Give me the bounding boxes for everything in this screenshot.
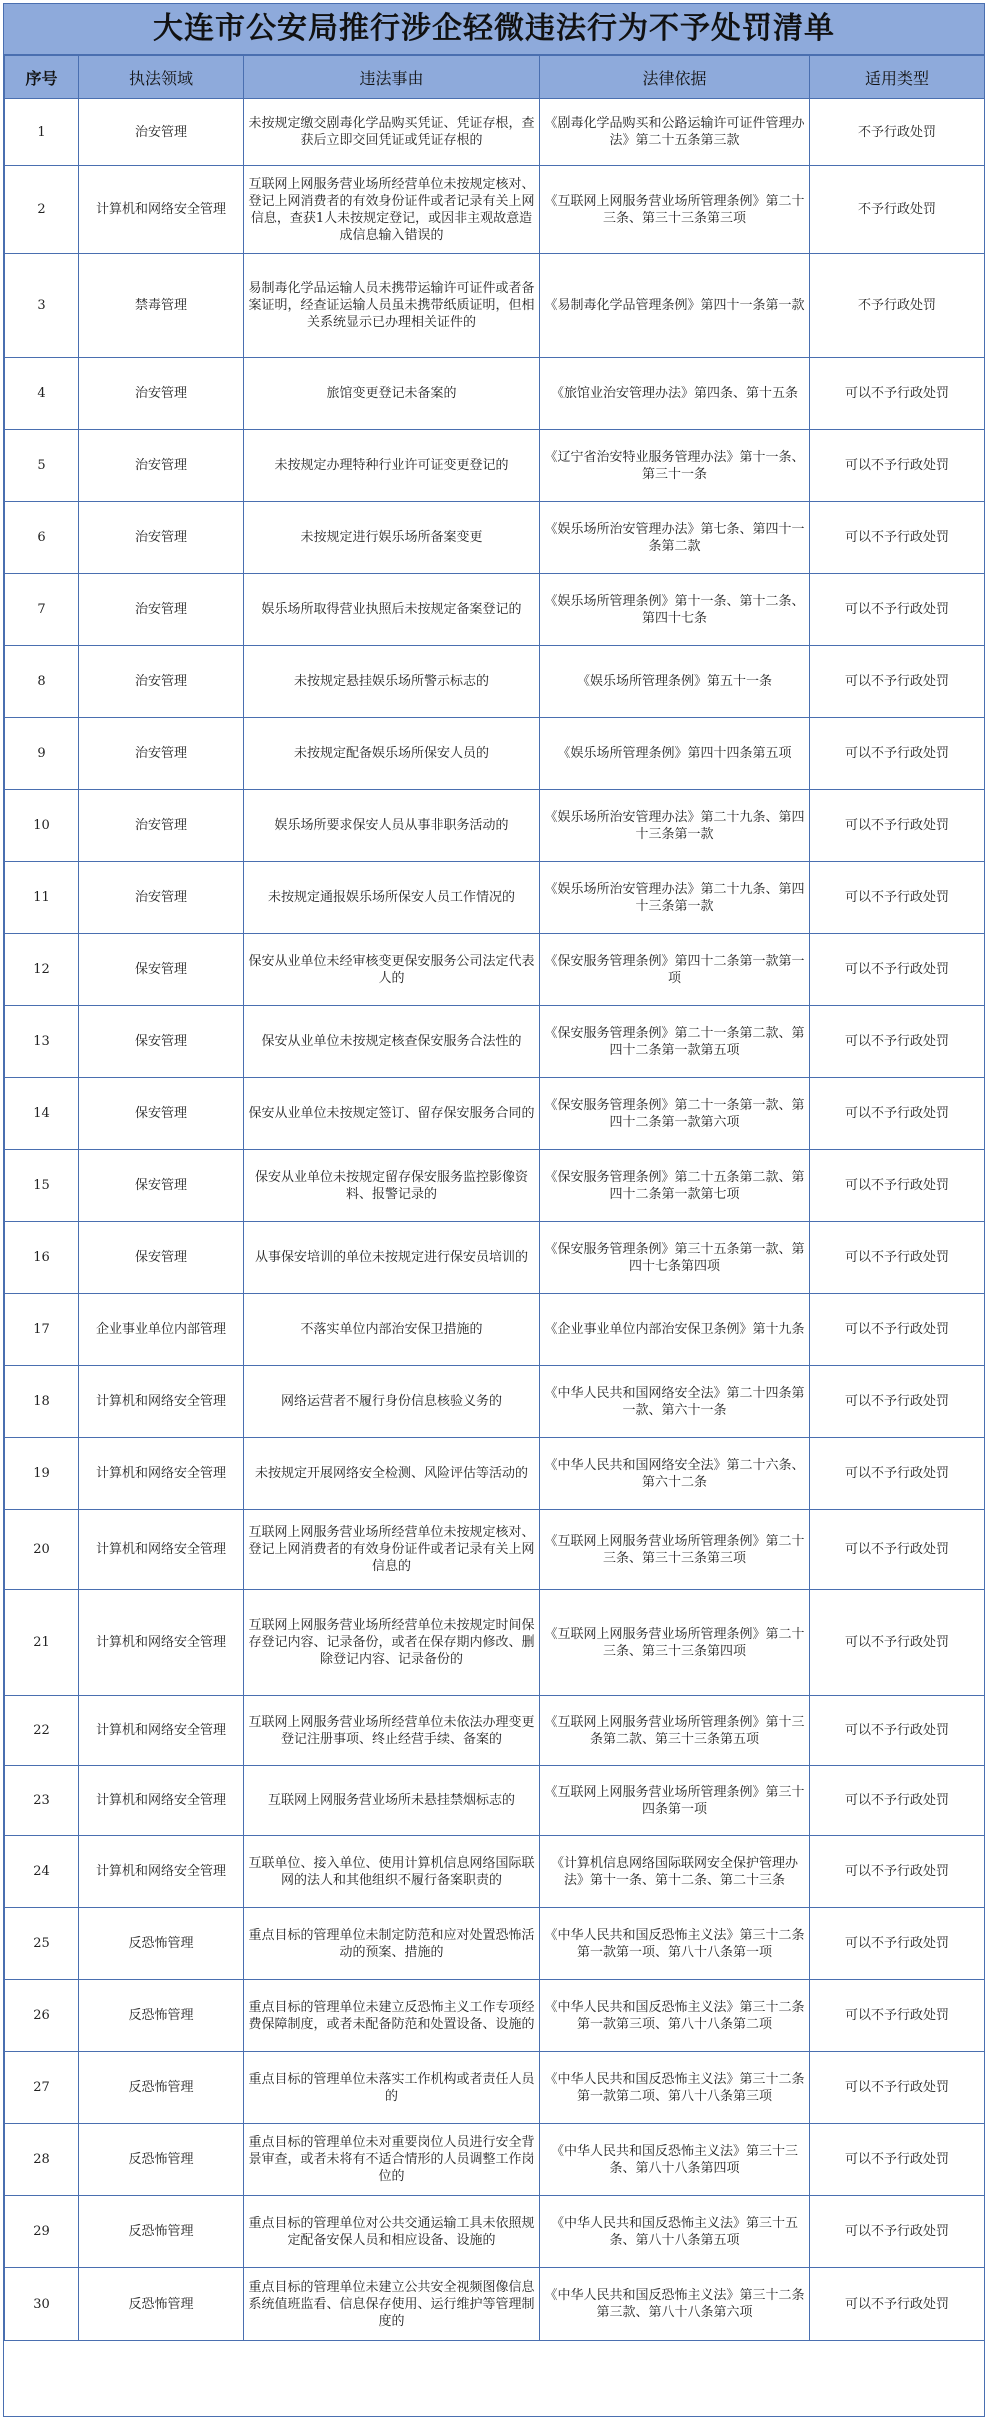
row-field: 治安管理 — [79, 646, 244, 718]
row-reason: 网络运营者不履行身份信息核验义务的 — [244, 1366, 540, 1438]
table-row — [5, 1150, 985, 1222]
row-basis: 《保安服务管理条例》第二十五条第二款、第四十二条第一款第七项 — [540, 1150, 810, 1222]
table-row — [5, 2196, 985, 2268]
row-type: 可以不予行政处罚 — [810, 862, 985, 934]
row-no: 29 — [5, 2196, 79, 2268]
table-row — [5, 718, 985, 790]
table-row — [5, 430, 985, 502]
row-no: 9 — [5, 718, 79, 790]
row-no: 12 — [5, 934, 79, 1006]
row-no: 21 — [5, 1590, 79, 1696]
row-type: 可以不予行政处罚 — [810, 1908, 985, 1980]
row-type: 可以不予行政处罚 — [810, 1150, 985, 1222]
row-no: 28 — [5, 2124, 79, 2196]
row-type: 不予行政处罚 — [810, 99, 985, 166]
row-field: 治安管理 — [79, 358, 244, 430]
row-no: 16 — [5, 1222, 79, 1294]
row-field: 计算机和网络安全管理 — [79, 1696, 244, 1766]
table-row — [5, 2268, 985, 2341]
header-type: 适用类型 — [810, 56, 985, 99]
row-reason: 不落实单位内部治安保卫措施的 — [244, 1294, 540, 1366]
penalty-list-table — [4, 55, 985, 2341]
row-field: 计算机和网络安全管理 — [79, 1836, 244, 1908]
page-title: 大连市公安局推行涉企轻微违法行为不予处罚清单 — [4, 4, 984, 55]
row-reason: 互联单位、接入单位、使用计算机信息网络国际联网的法人和其他组织不履行备案职责的 — [244, 1836, 540, 1908]
table-row — [5, 1366, 985, 1438]
document-frame — [3, 3, 985, 2417]
row-field: 反恐怖管理 — [79, 2052, 244, 2124]
row-reason: 重点目标的管理单位未建立公共安全视频图像信息系统值班监看、信息保存使用、运行维护等管理制度的 — [244, 2268, 540, 2341]
row-field: 企业事业单位内部管理 — [79, 1294, 244, 1366]
row-reason: 保安从业单位未按规定签订、留存保安服务合同的 — [244, 1078, 540, 1150]
row-basis: 《娱乐场所管理条例》第五十一条 — [540, 646, 810, 718]
row-no: 20 — [5, 1510, 79, 1590]
row-basis: 《辽宁省治安特业服务管理办法》第十一条、第三十一条 — [540, 430, 810, 502]
row-basis: 《互联网上网服务营业场所管理条例》第三十四条第一项 — [540, 1766, 810, 1836]
row-type: 可以不予行政处罚 — [810, 934, 985, 1006]
header-no: 序号 — [5, 56, 79, 99]
row-reason: 未按规定开展网络安全检测、风险评估等活动的 — [244, 1438, 540, 1510]
row-no: 13 — [5, 1006, 79, 1078]
table-row — [5, 1438, 985, 1510]
row-reason: 易制毒化学品运输人员未携带运输许可证件或者备案证明，经查证运输人员虽未携带纸质证明，但相关系统显示已办理相关证件的 — [244, 254, 540, 358]
row-basis: 《娱乐场所治安管理办法》第二十九条、第四十三条第一款 — [540, 790, 810, 862]
row-type: 可以不予行政处罚 — [810, 1078, 985, 1150]
row-type: 可以不予行政处罚 — [810, 574, 985, 646]
row-reason: 重点目标的管理单位未建立反恐怖主义工作专项经费保障制度，或者未配备防范和处置设备、设施的 — [244, 1980, 540, 2052]
row-reason: 未按规定缴交剧毒化学品购买凭证、凭证存根，查获后立即交回凭证或凭证存根的 — [244, 99, 540, 166]
row-type: 可以不予行政处罚 — [810, 1366, 985, 1438]
table-row — [5, 1510, 985, 1590]
row-basis: 《中华人民共和国反恐怖主义法》第三十二条第一款第二项、第八十八条第三项 — [540, 2052, 810, 2124]
row-no: 23 — [5, 1766, 79, 1836]
row-field: 计算机和网络安全管理 — [79, 1366, 244, 1438]
header-reason: 违法事由 — [244, 56, 540, 99]
row-no: 4 — [5, 358, 79, 430]
row-reason: 旅馆变更登记未备案的 — [244, 358, 540, 430]
row-field: 反恐怖管理 — [79, 2268, 244, 2341]
row-field: 保安管理 — [79, 1078, 244, 1150]
table-row — [5, 2052, 985, 2124]
row-basis: 《中华人民共和国反恐怖主义法》第三十二条第一款第三项、第八十八条第二项 — [540, 1980, 810, 2052]
row-reason: 未按规定通报娱乐场所保安人员工作情况的 — [244, 862, 540, 934]
row-type: 可以不予行政处罚 — [810, 1590, 985, 1696]
row-field: 治安管理 — [79, 862, 244, 934]
row-type: 不予行政处罚 — [810, 166, 985, 254]
row-reason: 互联网上网服务营业场所经营单位未按规定核对、登记上网消费者的有效身份证件或者记录有关上网信息的 — [244, 1510, 540, 1590]
row-no: 1 — [5, 99, 79, 166]
row-type: 可以不予行政处罚 — [810, 1980, 985, 2052]
table-row — [5, 1078, 985, 1150]
row-reason: 保安从业单位未经审核变更保安服务公司法定代表人的 — [244, 934, 540, 1006]
row-type: 可以不予行政处罚 — [810, 1222, 985, 1294]
row-basis: 《剧毒化学品购买和公路运输许可证件管理办法》第二十五条第三款 — [540, 99, 810, 166]
row-basis: 《娱乐场所管理条例》第四十四条第五项 — [540, 718, 810, 790]
row-field: 反恐怖管理 — [79, 2196, 244, 2268]
row-field: 保安管理 — [79, 1222, 244, 1294]
header-field: 执法领域 — [79, 56, 244, 99]
row-type: 可以不予行政处罚 — [810, 2052, 985, 2124]
row-basis: 《保安服务管理条例》第三十五条第一款、第四十七条第四项 — [540, 1222, 810, 1294]
row-reason: 未按规定进行娱乐场所备案变更 — [244, 502, 540, 574]
row-type: 可以不予行政处罚 — [810, 1766, 985, 1836]
row-field: 治安管理 — [79, 574, 244, 646]
table-row — [5, 1696, 985, 1766]
table-row — [5, 166, 985, 254]
row-reason: 从事保安培训的单位未按规定进行保安员培训的 — [244, 1222, 540, 1294]
row-basis: 《中华人民共和国反恐怖主义法》第三十二条第三款、第八十八条第六项 — [540, 2268, 810, 2341]
row-field: 计算机和网络安全管理 — [79, 1766, 244, 1836]
row-reason: 重点目标的管理单位未制定防范和应对处置恐怖活动的预案、措施的 — [244, 1908, 540, 1980]
row-field: 计算机和网络安全管理 — [79, 166, 244, 254]
row-basis: 《易制毒化学品管理条例》第四十一条第一款 — [540, 254, 810, 358]
row-field: 计算机和网络安全管理 — [79, 1510, 244, 1590]
row-no: 26 — [5, 1980, 79, 2052]
row-basis: 《计算机信息网络国际联网安全保护管理办法》第十一条、第十二条、第二十三条 — [540, 1836, 810, 1908]
row-field: 治安管理 — [79, 99, 244, 166]
row-no: 7 — [5, 574, 79, 646]
table-row — [5, 1222, 985, 1294]
row-basis: 《中华人民共和国反恐怖主义法》第三十二条第一款第一项、第八十八条第一项 — [540, 1908, 810, 1980]
table-row — [5, 1294, 985, 1366]
table-row — [5, 358, 985, 430]
table-row — [5, 934, 985, 1006]
row-no: 19 — [5, 1438, 79, 1510]
row-basis: 《中华人民共和国网络安全法》第二十四条第一款、第六十一条 — [540, 1366, 810, 1438]
row-type: 可以不予行政处罚 — [810, 2268, 985, 2341]
row-type: 可以不予行政处罚 — [810, 646, 985, 718]
row-reason: 重点目标的管理单位未对重要岗位人员进行安全背景审查，或者未将有不适合情形的人员调整工作岗位的 — [244, 2124, 540, 2196]
table-row — [5, 1590, 985, 1696]
row-type: 可以不予行政处罚 — [810, 790, 985, 862]
row-reason: 保安从业单位未按规定核查保安服务合法性的 — [244, 1006, 540, 1078]
table-row — [5, 646, 985, 718]
row-basis: 《娱乐场所治安管理办法》第七条、第四十一条第二款 — [540, 502, 810, 574]
row-basis: 《中华人民共和国反恐怖主义法》第三十五条、第八十八条第五项 — [540, 2196, 810, 2268]
table-row — [5, 574, 985, 646]
table-row — [5, 862, 985, 934]
row-field: 保安管理 — [79, 1150, 244, 1222]
row-field: 保安管理 — [79, 934, 244, 1006]
row-no: 3 — [5, 254, 79, 358]
row-field: 反恐怖管理 — [79, 1980, 244, 2052]
row-field: 保安管理 — [79, 1006, 244, 1078]
row-no: 24 — [5, 1836, 79, 1908]
row-basis: 《互联网上网服务营业场所管理条例》第二十三条、第三十三条第三项 — [540, 166, 810, 254]
row-no: 17 — [5, 1294, 79, 1366]
row-type: 可以不予行政处罚 — [810, 358, 985, 430]
row-reason: 娱乐场所取得营业执照后未按规定备案登记的 — [244, 574, 540, 646]
row-reason: 未按规定配备娱乐场所保安人员的 — [244, 718, 540, 790]
row-field: 治安管理 — [79, 502, 244, 574]
row-no: 15 — [5, 1150, 79, 1222]
row-type: 可以不予行政处罚 — [810, 1294, 985, 1366]
row-basis: 《中华人民共和国反恐怖主义法》第三十三条、第八十八条第四项 — [540, 2124, 810, 2196]
row-reason: 娱乐场所要求保安人员从事非职务活动的 — [244, 790, 540, 862]
row-basis: 《互联网上网服务营业场所管理条例》第二十三条、第三十三条第三项 — [540, 1510, 810, 1590]
row-type: 可以不予行政处罚 — [810, 1510, 985, 1590]
row-type: 可以不予行政处罚 — [810, 502, 985, 574]
row-no: 30 — [5, 2268, 79, 2341]
row-type: 可以不予行政处罚 — [810, 430, 985, 502]
row-basis: 《保安服务管理条例》第二十一条第一款、第四十二条第一款第六项 — [540, 1078, 810, 1150]
row-field: 计算机和网络安全管理 — [79, 1590, 244, 1696]
row-basis: 《娱乐场所治安管理办法》第二十九条、第四十三条第一款 — [540, 862, 810, 934]
row-reason: 未按规定办理特种行业许可证变更登记的 — [244, 430, 540, 502]
row-type: 可以不予行政处罚 — [810, 1438, 985, 1510]
table-row — [5, 1006, 985, 1078]
table-row — [5, 254, 985, 358]
row-reason: 互联网上网服务营业场所经营单位未依法办理变更登记注册事项、终止经营手续、备案的 — [244, 1696, 540, 1766]
row-type: 可以不予行政处罚 — [810, 1006, 985, 1078]
row-field: 治安管理 — [79, 718, 244, 790]
row-basis: 《互联网上网服务营业场所管理条例》第二十三条、第三十三条第四项 — [540, 1590, 810, 1696]
row-no: 6 — [5, 502, 79, 574]
row-basis: 《中华人民共和国网络安全法》第二十六条、第六十二条 — [540, 1438, 810, 1510]
table-row — [5, 1766, 985, 1836]
row-basis: 《娱乐场所管理条例》第十一条、第十二条、第四十七条 — [540, 574, 810, 646]
row-no: 11 — [5, 862, 79, 934]
row-type: 可以不予行政处罚 — [810, 718, 985, 790]
table-row — [5, 1836, 985, 1908]
row-reason: 重点目标的管理单位未落实工作机构或者责任人员的 — [244, 2052, 540, 2124]
row-basis: 《企业事业单位内部治安保卫条例》第十九条 — [540, 1294, 810, 1366]
row-no: 10 — [5, 790, 79, 862]
row-reason: 互联网上网服务营业场所经营单位未按规定核对、登记上网消费者的有效身份证件或者记录有关上网信息，查获1人未按规定登记，或因非主观故意造成信息输入错误的 — [244, 166, 540, 254]
row-type: 可以不予行政处罚 — [810, 2124, 985, 2196]
row-field: 反恐怖管理 — [79, 2124, 244, 2196]
header-basis: 法律依据 — [540, 56, 810, 99]
row-field: 治安管理 — [79, 790, 244, 862]
table-row — [5, 1908, 985, 1980]
row-type: 可以不予行政处罚 — [810, 1696, 985, 1766]
row-field: 禁毒管理 — [79, 254, 244, 358]
row-field: 治安管理 — [79, 430, 244, 502]
row-no: 2 — [5, 166, 79, 254]
row-reason: 重点目标的管理单位对公共交通运输工具未依照规定配备安保人员和相应设备、设施的 — [244, 2196, 540, 2268]
row-no: 22 — [5, 1696, 79, 1766]
row-reason: 互联网上网服务营业场所未悬挂禁烟标志的 — [244, 1766, 540, 1836]
table-row — [5, 790, 985, 862]
row-no: 27 — [5, 2052, 79, 2124]
row-reason: 互联网上网服务营业场所经营单位未按规定时间保存登记内容、记录备份，或者在保存期内修改、删除登记内容、记录备份的 — [244, 1590, 540, 1696]
row-no: 5 — [5, 430, 79, 502]
row-type: 不予行政处罚 — [810, 254, 985, 358]
row-no: 14 — [5, 1078, 79, 1150]
row-basis: 《保安服务管理条例》第四十二条第一款第一项 — [540, 934, 810, 1006]
row-field: 反恐怖管理 — [79, 1908, 244, 1980]
row-basis: 《旅馆业治安管理办法》第四条、第十五条 — [540, 358, 810, 430]
row-type: 可以不予行政处罚 — [810, 2196, 985, 2268]
table-row — [5, 502, 985, 574]
row-basis: 《保安服务管理条例》第二十一条第二款、第四十二条第一款第五项 — [540, 1006, 810, 1078]
row-field: 计算机和网络安全管理 — [79, 1438, 244, 1510]
table-row — [5, 1980, 985, 2052]
row-no: 18 — [5, 1366, 79, 1438]
table-row — [5, 99, 985, 166]
row-basis: 《互联网上网服务营业场所管理条例》第十三条第二款、第三十三条第五项 — [540, 1696, 810, 1766]
row-reason: 未按规定悬挂娱乐场所警示标志的 — [244, 646, 540, 718]
row-no: 25 — [5, 1908, 79, 1980]
row-no: 8 — [5, 646, 79, 718]
table-header-row — [5, 56, 985, 99]
row-type: 可以不予行政处罚 — [810, 1836, 985, 1908]
table-row — [5, 2124, 985, 2196]
row-reason: 保安从业单位未按规定留存保安服务监控影像资料、报警记录的 — [244, 1150, 540, 1222]
